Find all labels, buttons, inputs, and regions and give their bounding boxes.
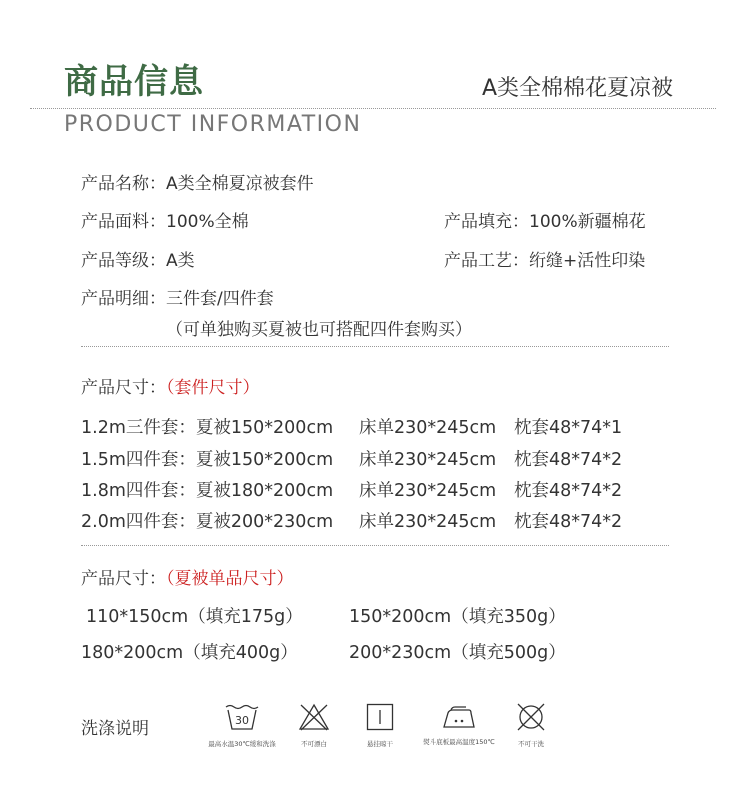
product-name: 产品名称：A类全棉夏凉被套件 xyxy=(81,174,314,194)
product-craft: 产品工艺：绗缝+活性印染 xyxy=(444,251,646,271)
set-name: 1.8m四件套： xyxy=(81,481,196,501)
sheet-size: 床单230*245cm xyxy=(359,512,497,532)
quilt-size: 夏被150*200cm xyxy=(195,418,334,438)
set-size-tag: （套件尺寸） xyxy=(166,378,260,398)
sheet-size: 床单230*245cm xyxy=(359,481,497,501)
page-title: 商品信息 xyxy=(64,62,204,102)
set-size-row xyxy=(81,414,333,439)
single-size-tag: （夏被单品尺寸） xyxy=(166,569,294,589)
no-dry-clean-caption: 不可干洗 xyxy=(518,740,544,748)
no-bleach-caption: 不可漂白 xyxy=(301,740,327,748)
product-note: （可单独购买夏被也可搭配四件套购买） xyxy=(166,320,472,340)
pillow-size: 枕套48*74*2 xyxy=(514,512,623,532)
single-size-label: 产品尺寸： xyxy=(81,569,166,589)
size-divider xyxy=(81,545,669,546)
set-size-label: 产品尺寸： xyxy=(81,378,166,398)
line-dry-icon xyxy=(366,703,394,731)
wash-30-caption: 最高水温30℃缓和洗涤 xyxy=(208,740,276,748)
single-size-item: 200*230cm（填充500g） xyxy=(349,643,566,663)
product-filling: 产品填充：100%新疆棉花 xyxy=(444,212,646,232)
set-size-row xyxy=(81,446,333,471)
single-size-item: 110*150cm（填充175g） xyxy=(86,607,303,627)
iron-caption: 熨斗底板最高温度150℃ xyxy=(423,738,495,746)
iron-icon xyxy=(442,705,476,729)
set-name: 1.5m四件套： xyxy=(81,450,196,470)
quilt-size: 夏被200*230cm xyxy=(195,512,334,532)
wash-label: 洗涤说明 xyxy=(81,719,149,739)
single-size-heading xyxy=(81,564,294,589)
single-size-item: 180*200cm（填充400g） xyxy=(81,643,298,663)
product-subtitle: A类全棉棉花夏凉被 xyxy=(482,76,674,101)
sheet-size: 床单230*245cm xyxy=(359,450,497,470)
no-bleach-icon xyxy=(298,703,330,731)
quilt-size: 夏被180*200cm xyxy=(195,481,334,501)
set-size-heading xyxy=(81,373,260,398)
sheet-size: 床单230*245cm xyxy=(359,418,497,438)
set-size-row xyxy=(81,508,333,533)
wash-30-icon xyxy=(225,703,259,731)
pillow-size: 枕套48*74*2 xyxy=(514,481,623,501)
product-fabric: 产品面料：100%全棉 xyxy=(81,212,249,232)
quilt-size: 夏被150*200cm xyxy=(195,450,334,470)
english-heading: PRODUCT INFORMATION xyxy=(64,112,362,137)
line-dry-caption: 悬挂晾干 xyxy=(367,740,393,748)
pillow-size: 枕套48*74*2 xyxy=(514,450,623,470)
svg-text:30: 30 xyxy=(235,714,249,727)
product-grade: 产品等级：A类 xyxy=(81,251,195,271)
set-name: 2.0m四件套： xyxy=(81,512,196,532)
header-divider xyxy=(30,108,716,109)
set-name: 1.2m三件套： xyxy=(81,418,196,438)
pillow-size: 枕套48*74*1 xyxy=(514,418,623,438)
set-size-row xyxy=(81,477,333,502)
no-dry-clean-icon xyxy=(515,701,547,733)
product-detail: 产品明细：三件套/四件套 xyxy=(81,289,274,309)
info-divider xyxy=(81,346,669,347)
single-size-item: 150*200cm（填充350g） xyxy=(349,607,566,627)
